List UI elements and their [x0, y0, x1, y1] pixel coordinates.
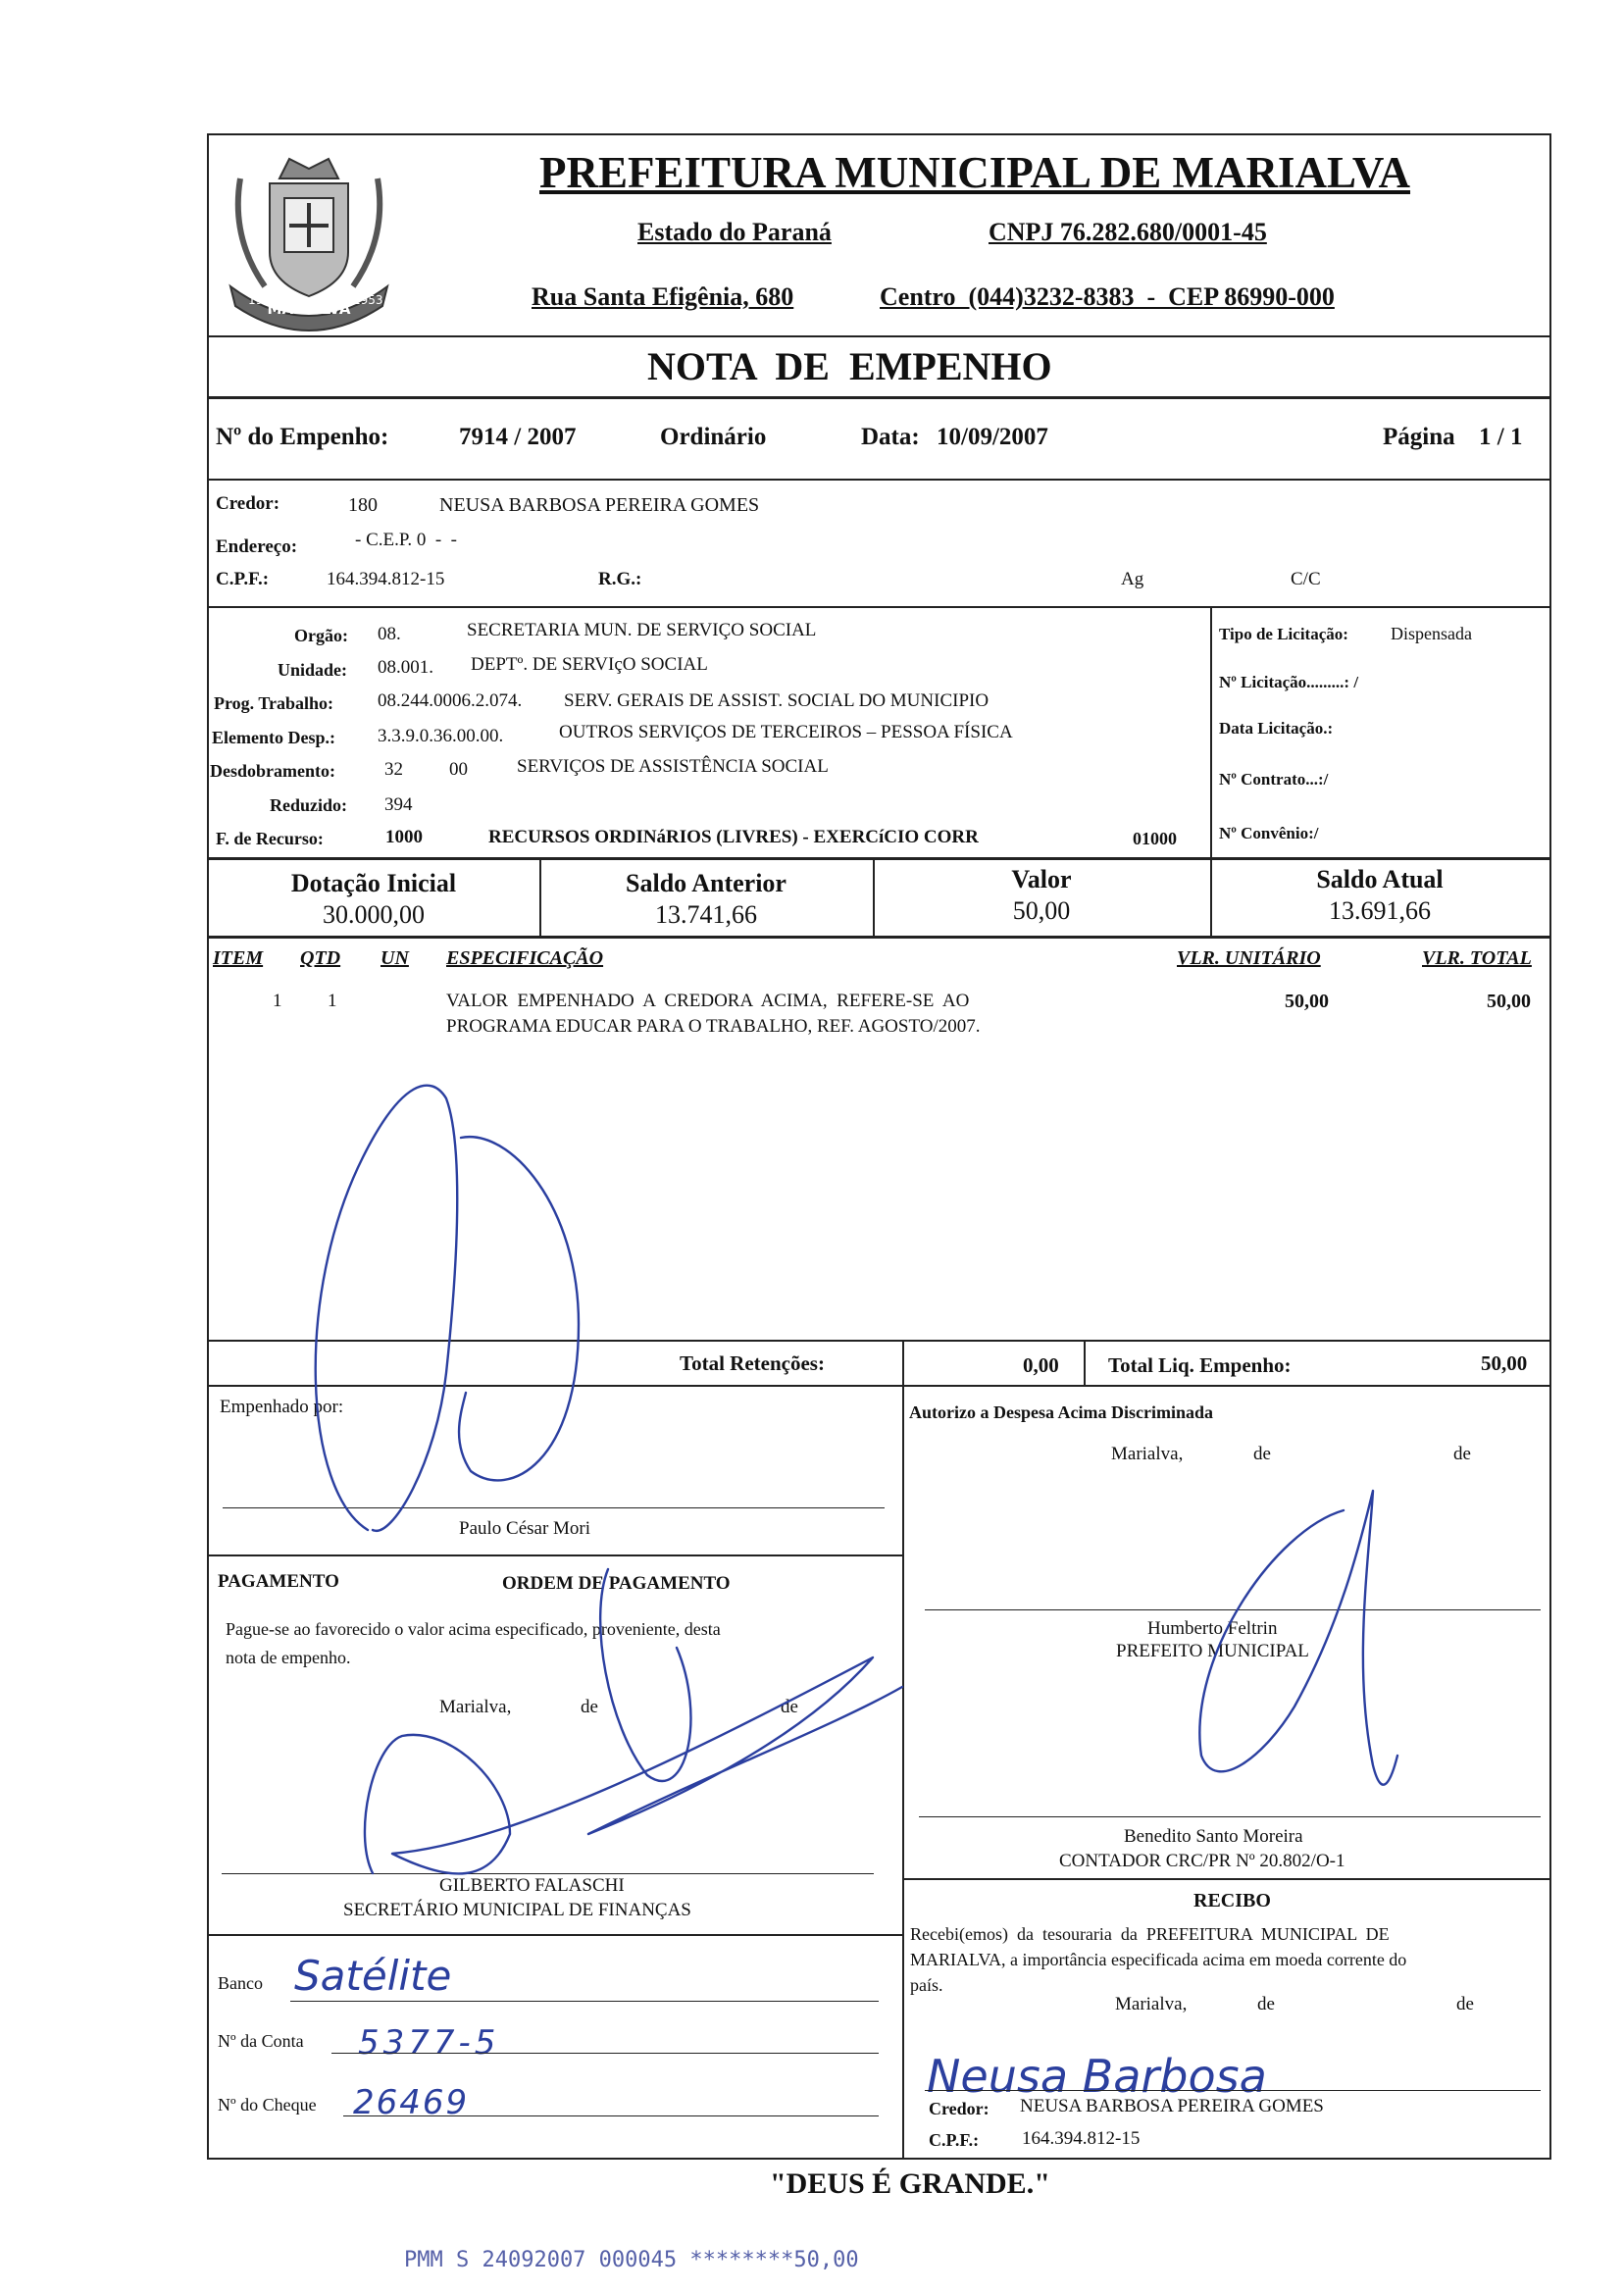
dotacao-inicial-label: Dotação Inicial	[290, 869, 457, 897]
orgao-label: Orgão:	[294, 626, 348, 645]
ag-label: Ag	[1121, 569, 1144, 589]
valor-value: 50,00	[1012, 896, 1071, 925]
row-spec-line2: PROGRAMA EDUCAR PARA O TRABALHO, REF. AGOSTO/2007.	[446, 1016, 981, 1037]
page-number: 1 / 1	[1479, 424, 1523, 450]
reduzido-label: Reduzido:	[270, 795, 348, 815]
endereco-value: - C.E.P. 0 - -	[355, 530, 457, 550]
crest-banner-text: MARIALVA	[267, 300, 351, 318]
recibo-city: Marialva,	[1115, 1994, 1188, 2014]
desdobramento-label: Desdobramento:	[210, 761, 335, 781]
saldo-anterior-value: 13.741,66	[655, 900, 757, 929]
cnpj: CNPJ 76.282.680/0001-45	[989, 218, 1267, 246]
secretario-name: GILBERTO FALASCHI	[439, 1875, 625, 1896]
recibo-text-line2: MARIALVA, a importância especificada acima em moeda corrente do	[910, 1950, 1407, 1969]
tipo-licitacao-value: Dispensada	[1391, 624, 1472, 643]
col-spec: ESPECIFICAÇÃO	[446, 947, 604, 969]
credor-code: 180	[348, 494, 378, 516]
prog-name: SERV. GERAIS DE ASSIST. SOCIAL DO MUNICIPIO	[564, 690, 990, 711]
total-liquido-label: Total Liq. Empenho:	[1108, 1353, 1292, 1377]
pagamento-city: Marialva,	[439, 1697, 512, 1717]
saldo-atual-label: Saldo Atual	[1316, 865, 1444, 893]
numero-licitacao: Nº Licitação.........: /	[1219, 673, 1359, 691]
prog-label: Prog. Trabalho:	[214, 693, 334, 713]
address: Rua Santa Efigênia, 680	[532, 282, 794, 311]
orgao-name: SECRETARIA MUN. DE SERVIÇO SOCIAL	[467, 620, 817, 640]
row-spec-line1: VALOR EMPENHADO A CREDORA ACIMA, REFERE-SE AO	[446, 991, 970, 1011]
data-licitacao: Data Licitação.:	[1219, 719, 1334, 738]
prefeito-role: PREFEITO MUNICIPAL	[1116, 1641, 1309, 1661]
empenhado-signature-loop	[459, 1137, 579, 1480]
district-phone-cep: Centro (044)3232-8383 - CEP 86990-000	[880, 282, 1335, 311]
banco-label: Banco	[218, 1973, 263, 1993]
recibo-cpf-value: 164.394.812-15	[1022, 2128, 1141, 2149]
col-item: ITEM	[213, 947, 264, 969]
cheque-value: 26469	[353, 2083, 470, 2122]
saldo-atual-value: 13.691,66	[1329, 896, 1431, 925]
autorizo-de2: de	[1453, 1444, 1471, 1464]
recibo-cpf-label: C.P.F.:	[929, 2130, 980, 2150]
conta-label: Nº da Conta	[218, 2031, 304, 2051]
recibo-de1: de	[1257, 1994, 1275, 2014]
pagamento-de1: de	[581, 1697, 598, 1717]
conta-value: 5377-5	[358, 2023, 500, 2063]
crest-year-right: 1953	[353, 293, 383, 307]
state-name: Estado do Paraná	[637, 218, 832, 246]
empenho-date: 10/09/2007	[937, 424, 1048, 450]
crest-year-left: 1951	[248, 293, 279, 307]
row-item: 1	[273, 991, 282, 1011]
valor-label: Valor	[1011, 865, 1072, 893]
contador-name: Benedito Santo Moreira	[1124, 1826, 1303, 1847]
col-total-value: VLR. TOTAL	[1422, 947, 1532, 969]
desdobramento-name: SERVIÇOS DE ASSISTÊNCIA SOCIAL	[517, 756, 829, 777]
credor-label: Credor:	[216, 493, 280, 514]
elemento-label: Elemento Desp.:	[212, 728, 335, 747]
endereco-label: Endereço:	[216, 536, 298, 557]
recurso-code2: 01000	[1133, 829, 1177, 848]
recibo-credor-label: Credor:	[929, 2099, 990, 2118]
recurso-label: F. de Recurso:	[216, 829, 324, 848]
footer-motto: "DEUS É GRANDE."	[770, 2167, 1050, 2200]
desdobramento-code2: 00	[449, 759, 468, 780]
elemento-name: OUTROS SERVIÇOS DE TERCEIROS – PESSOA FÍSICA	[559, 722, 1013, 742]
recibo-de2: de	[1456, 1994, 1474, 2014]
recibo-credor-name: NEUSA BARBOSA PEREIRA GOMES	[1020, 2096, 1324, 2116]
banco-value: Satélite	[294, 1952, 452, 2000]
contador-role: CONTADOR CRC/PR Nº 20.802/O-1	[1059, 1851, 1345, 1871]
empenhado-signature	[316, 1086, 458, 1531]
secretario-signature-loop	[600, 1569, 690, 1781]
cheque-label: Nº do Cheque	[218, 2095, 317, 2115]
elemento-code: 3.3.9.0.36.00.00.	[378, 726, 504, 746]
recibo-title: RECIBO	[1193, 1890, 1271, 1911]
empenhado-signer: Paulo César Mori	[459, 1518, 591, 1539]
row-unit-value: 50,00	[1285, 991, 1329, 1012]
numero-contrato: Nº Contrato...:/	[1219, 770, 1329, 789]
prog-code: 08.244.0006.2.074.	[378, 690, 523, 711]
orgao-code: 08.	[378, 624, 401, 644]
unidade-label: Unidade:	[278, 660, 348, 680]
cpf-value: 164.394.812-15	[327, 569, 445, 589]
desdobramento-code1: 32	[384, 759, 403, 780]
unidade-code: 08.001.	[378, 657, 433, 678]
municipal-crest-icon	[211, 139, 407, 335]
unidade-name: DEPTº. DE SERVIçO SOCIAL	[471, 654, 708, 675]
empenho-date-label: Data:	[861, 424, 920, 450]
municipality-title: PREFEITURA MUNICIPAL DE MARIALVA	[539, 148, 1411, 197]
cc-label: C/C	[1291, 569, 1321, 589]
autorizo-title: Autorizo a Despesa Acima Discriminada	[909, 1402, 1213, 1422]
dotacao-inicial-value: 30.000,00	[323, 900, 425, 929]
recibo-text-line3: país.	[910, 1975, 943, 1995]
empenhado-por-label: Empenhado por:	[220, 1397, 344, 1417]
credor-name: NEUSA BARBOSA PEREIRA GOMES	[439, 494, 760, 516]
cashier-stamp: PMM S 24092007 000045 ********50,00	[404, 2248, 859, 2272]
recurso-name: RECURSOS ORDINáRIOS (LIVRES) - EXERCíCIO CORR	[488, 827, 979, 847]
cpf-label: C.P.F.:	[216, 569, 270, 589]
secretario-role: SECRETÁRIO MUNICIPAL DE FINANÇAS	[343, 1900, 691, 1920]
reduzido-value: 394	[384, 794, 413, 815]
row-qtd: 1	[328, 991, 337, 1011]
empenho-number: 7914 / 2007	[459, 424, 577, 450]
row-total-value: 50,00	[1487, 991, 1531, 1012]
autorizo-de1: de	[1253, 1444, 1271, 1464]
ordem-pagamento-title: ORDEM DE PAGAMENTO	[502, 1573, 731, 1594]
total-retencoes-value: 0,00	[1023, 1353, 1059, 1377]
recibo-text-line1: Recebi(emos) da tesouraria da PREFEITURA MUNICIPAL DE	[910, 1924, 1390, 1944]
document-title: NOTA DE EMPENHO	[647, 344, 1052, 388]
col-un: UN	[381, 947, 409, 969]
empenho-type: Ordinário	[660, 424, 767, 450]
secretario-signature	[365, 1657, 902, 1873]
pagamento-text-line1: Pague-se ao favorecido o valor acima especificado, proveniente, desta	[226, 1619, 721, 1639]
prefeito-name: Humberto Feltrin	[1147, 1618, 1278, 1639]
total-retencoes-label: Total Retenções:	[680, 1351, 825, 1375]
tipo-licitacao-label: Tipo de Licitação:	[1219, 625, 1348, 643]
col-qtd: QTD	[300, 947, 341, 969]
recibo-handwritten-signature: Neusa Barbosa	[927, 2050, 1267, 2103]
total-liquido-value: 50,00	[1481, 1351, 1528, 1375]
rg-label: R.G.:	[598, 569, 642, 589]
pagamento-text-line2: nota de empenho.	[226, 1648, 351, 1667]
pagamento-de2: de	[781, 1697, 798, 1717]
pagamento-label: PAGAMENTO	[218, 1571, 339, 1592]
autorizo-city: Marialva,	[1111, 1444, 1184, 1464]
saldo-anterior-label: Saldo Anterior	[626, 869, 787, 897]
page-label: Página	[1383, 424, 1455, 450]
col-unit-value: VLR. UNITÁRIO	[1177, 947, 1321, 969]
recurso-code: 1000	[385, 827, 423, 847]
numero-convenio: Nº Convênio:/	[1219, 824, 1319, 842]
empenho-number-label: Nº do Empenho:	[216, 424, 389, 450]
